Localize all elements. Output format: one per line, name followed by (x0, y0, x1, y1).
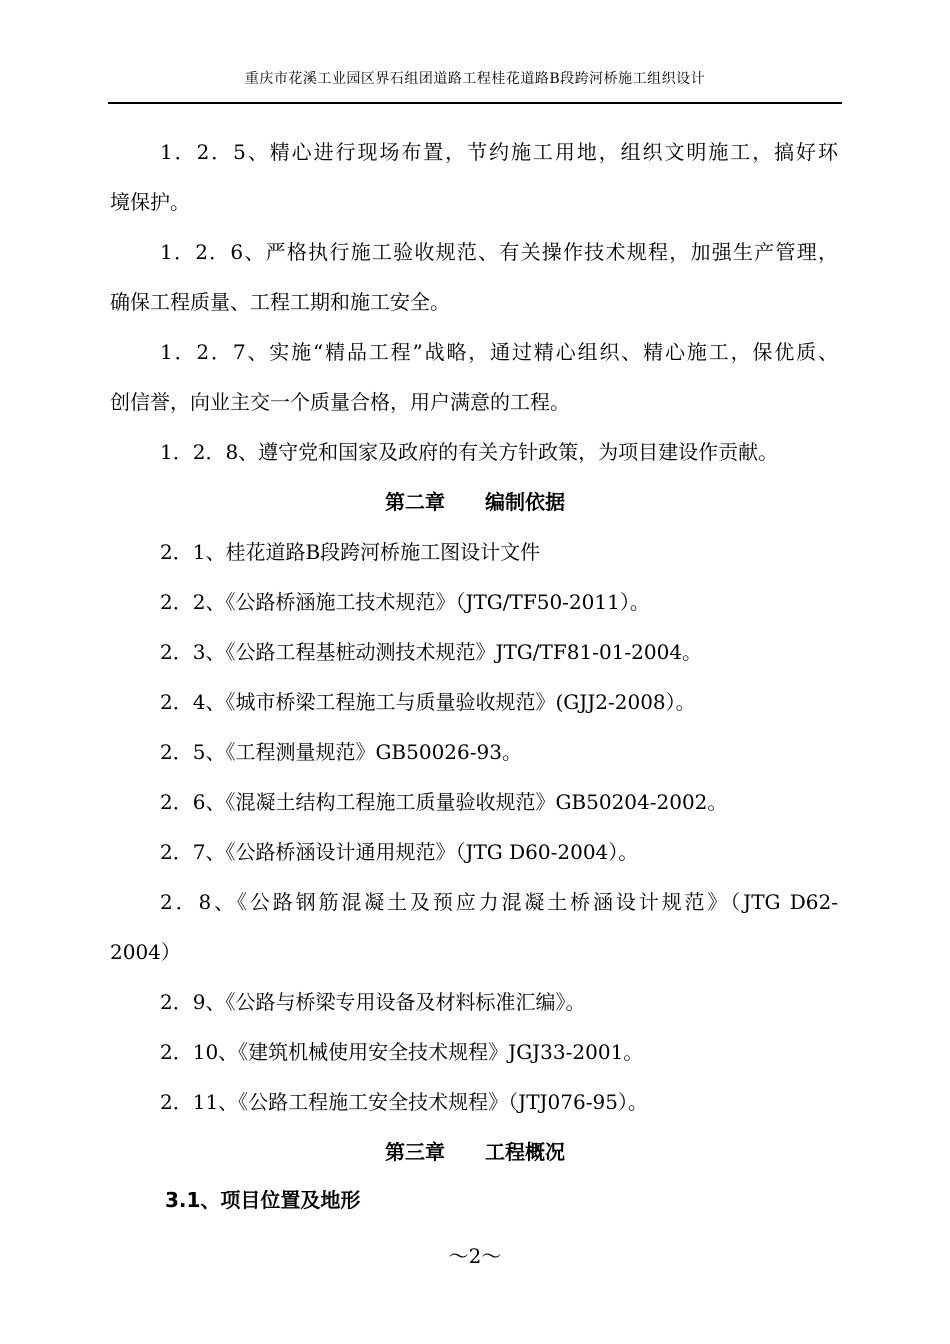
reference-item-2-7: 2．7、《公路桥涵设计通用规范》（JTG D60-2004）。 (160, 840, 639, 864)
chapter-2-number: 第二章 (385, 490, 445, 514)
reference-item-2-8-line1: 2．8、《公路钢筋混凝土及预应力混凝土桥涵设计规范》（JTG D62- (160, 890, 838, 914)
paragraph-1-2-5-line2: 境保护。 (110, 190, 190, 214)
reference-item-2-8-line2: 2004） (110, 940, 181, 964)
paragraph-1-2-8: 1．2．8、遵守党和国家及政府的有关方针政策，为项目建设作贡献。 (160, 440, 779, 464)
reference-item-2-2: 2．2、《公路桥涵施工技术规范》（JTG/TF50-2011）。 (160, 590, 650, 614)
page-number: ～2～ (448, 1244, 502, 1268)
paragraph-1-2-6-line2: 确保工程质量、工程工期和施工安全。 (110, 290, 450, 314)
chapter-3-title: 工程概况 (485, 1140, 565, 1164)
chapter-2-title: 编制依据 (485, 490, 565, 514)
running-header: 重庆市花溪工业园区界石组团道路工程桂花道路B段跨河桥施工组织设计 (244, 71, 706, 87)
reference-item-2-1: 2．1、桂花道路B段跨河桥施工图设计文件 (160, 540, 541, 564)
section-3-1-heading: 3.1、项目位置及地形 (165, 1188, 361, 1212)
paragraph-1-2-7-line2: 创信誉，向业主交一个质量合格，用户满意的工程。 (110, 390, 570, 414)
paragraph-1-2-7-line1: 1．2．7、实施“精品工程”战略，通过精心组织、精心施工，保优质、 (160, 340, 838, 364)
chapter-3-heading (0, 1140, 950, 1164)
reference-item-2-10: 2．10、《建筑机械使用安全技术规程》JGJ33-2001。 (160, 1040, 644, 1064)
paragraph-1-2-5-line1: 1．2．5、精心进行现场布置，节约施工用地，组织文明施工，搞好环 (160, 140, 838, 164)
reference-item-2-9: 2．9、《公路与桥梁专用设备及材料标准汇编》。 (160, 990, 586, 1014)
reference-item-2-6: 2．6、《混凝土结构工程施工质量验收规范》GB50204-2002。 (160, 790, 728, 814)
chapter-2-heading (0, 490, 950, 514)
reference-item-2-5: 2．5、《工程测量规范》GB50026-93。 (160, 740, 522, 764)
chapter-3-number: 第三章 (385, 1140, 445, 1164)
reference-item-2-3: 2．3、《公路工程基桩动测技术规范》JTG/TF81-01-2004。 (160, 640, 703, 664)
header-divider (108, 102, 842, 104)
paragraph-1-2-6-line1: 1．2．6、严格执行施工验收规范、有关操作技术规程，加强生产管理， (160, 240, 838, 264)
reference-item-2-4: 2．4、《城市桥梁工程施工与质量验收规范》(GJJ2-2008）。 (160, 690, 696, 714)
reference-item-2-11: 2．11、《公路工程施工安全技术规程》（JTJ076-95）。 (160, 1090, 648, 1114)
